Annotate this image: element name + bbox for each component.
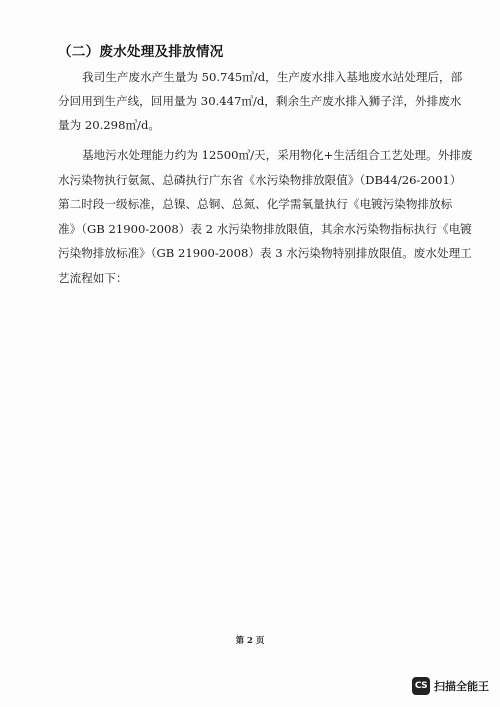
paragraph-line: 污染物排放标准》（GB 21900-2008）表 3 水污染物特别排放限值。废水处理工: [58, 246, 472, 260]
paragraph-line: 水污染物执行氨氮、总磷执行广东省《水污染物排放限值》（DB44/26-2001）: [58, 173, 462, 187]
scanner-watermark: [412, 677, 489, 695]
paragraph-line: 艺流程如下：: [58, 271, 128, 285]
paragraph-line: 准》（GB 21900-2008）表 2 水污染物排放限值，其余水污染物指标执行《电镀: [58, 222, 472, 236]
paragraph-line: 量为 20.298㎥/d。: [58, 118, 160, 132]
paragraph-line: 基地污水处理能力约为 12500㎥/天，采用物化+生活组合工艺处理。外排废: [82, 148, 473, 162]
paragraph-line: 分回用到生产线，回用量为 30.447㎥/d，剩余生产废水排入狮子洋，外排废水: [58, 94, 462, 108]
watermark-text: 扫描全能王: [434, 680, 489, 693]
section-heading: （二）废水处理及排放情况: [58, 44, 224, 60]
page-number: 第 2 页: [235, 636, 265, 646]
paragraph-line: 我司生产废水产生量为 50.745㎥/d，生产废水排入基地废水站处理后，部: [82, 70, 463, 84]
camscanner-logo-icon: CS: [412, 677, 430, 695]
paragraph-line: 第二时段一级标准，总镍、总铜、总氮、化学需氧量执行《电镀污染物排放标: [58, 197, 453, 211]
